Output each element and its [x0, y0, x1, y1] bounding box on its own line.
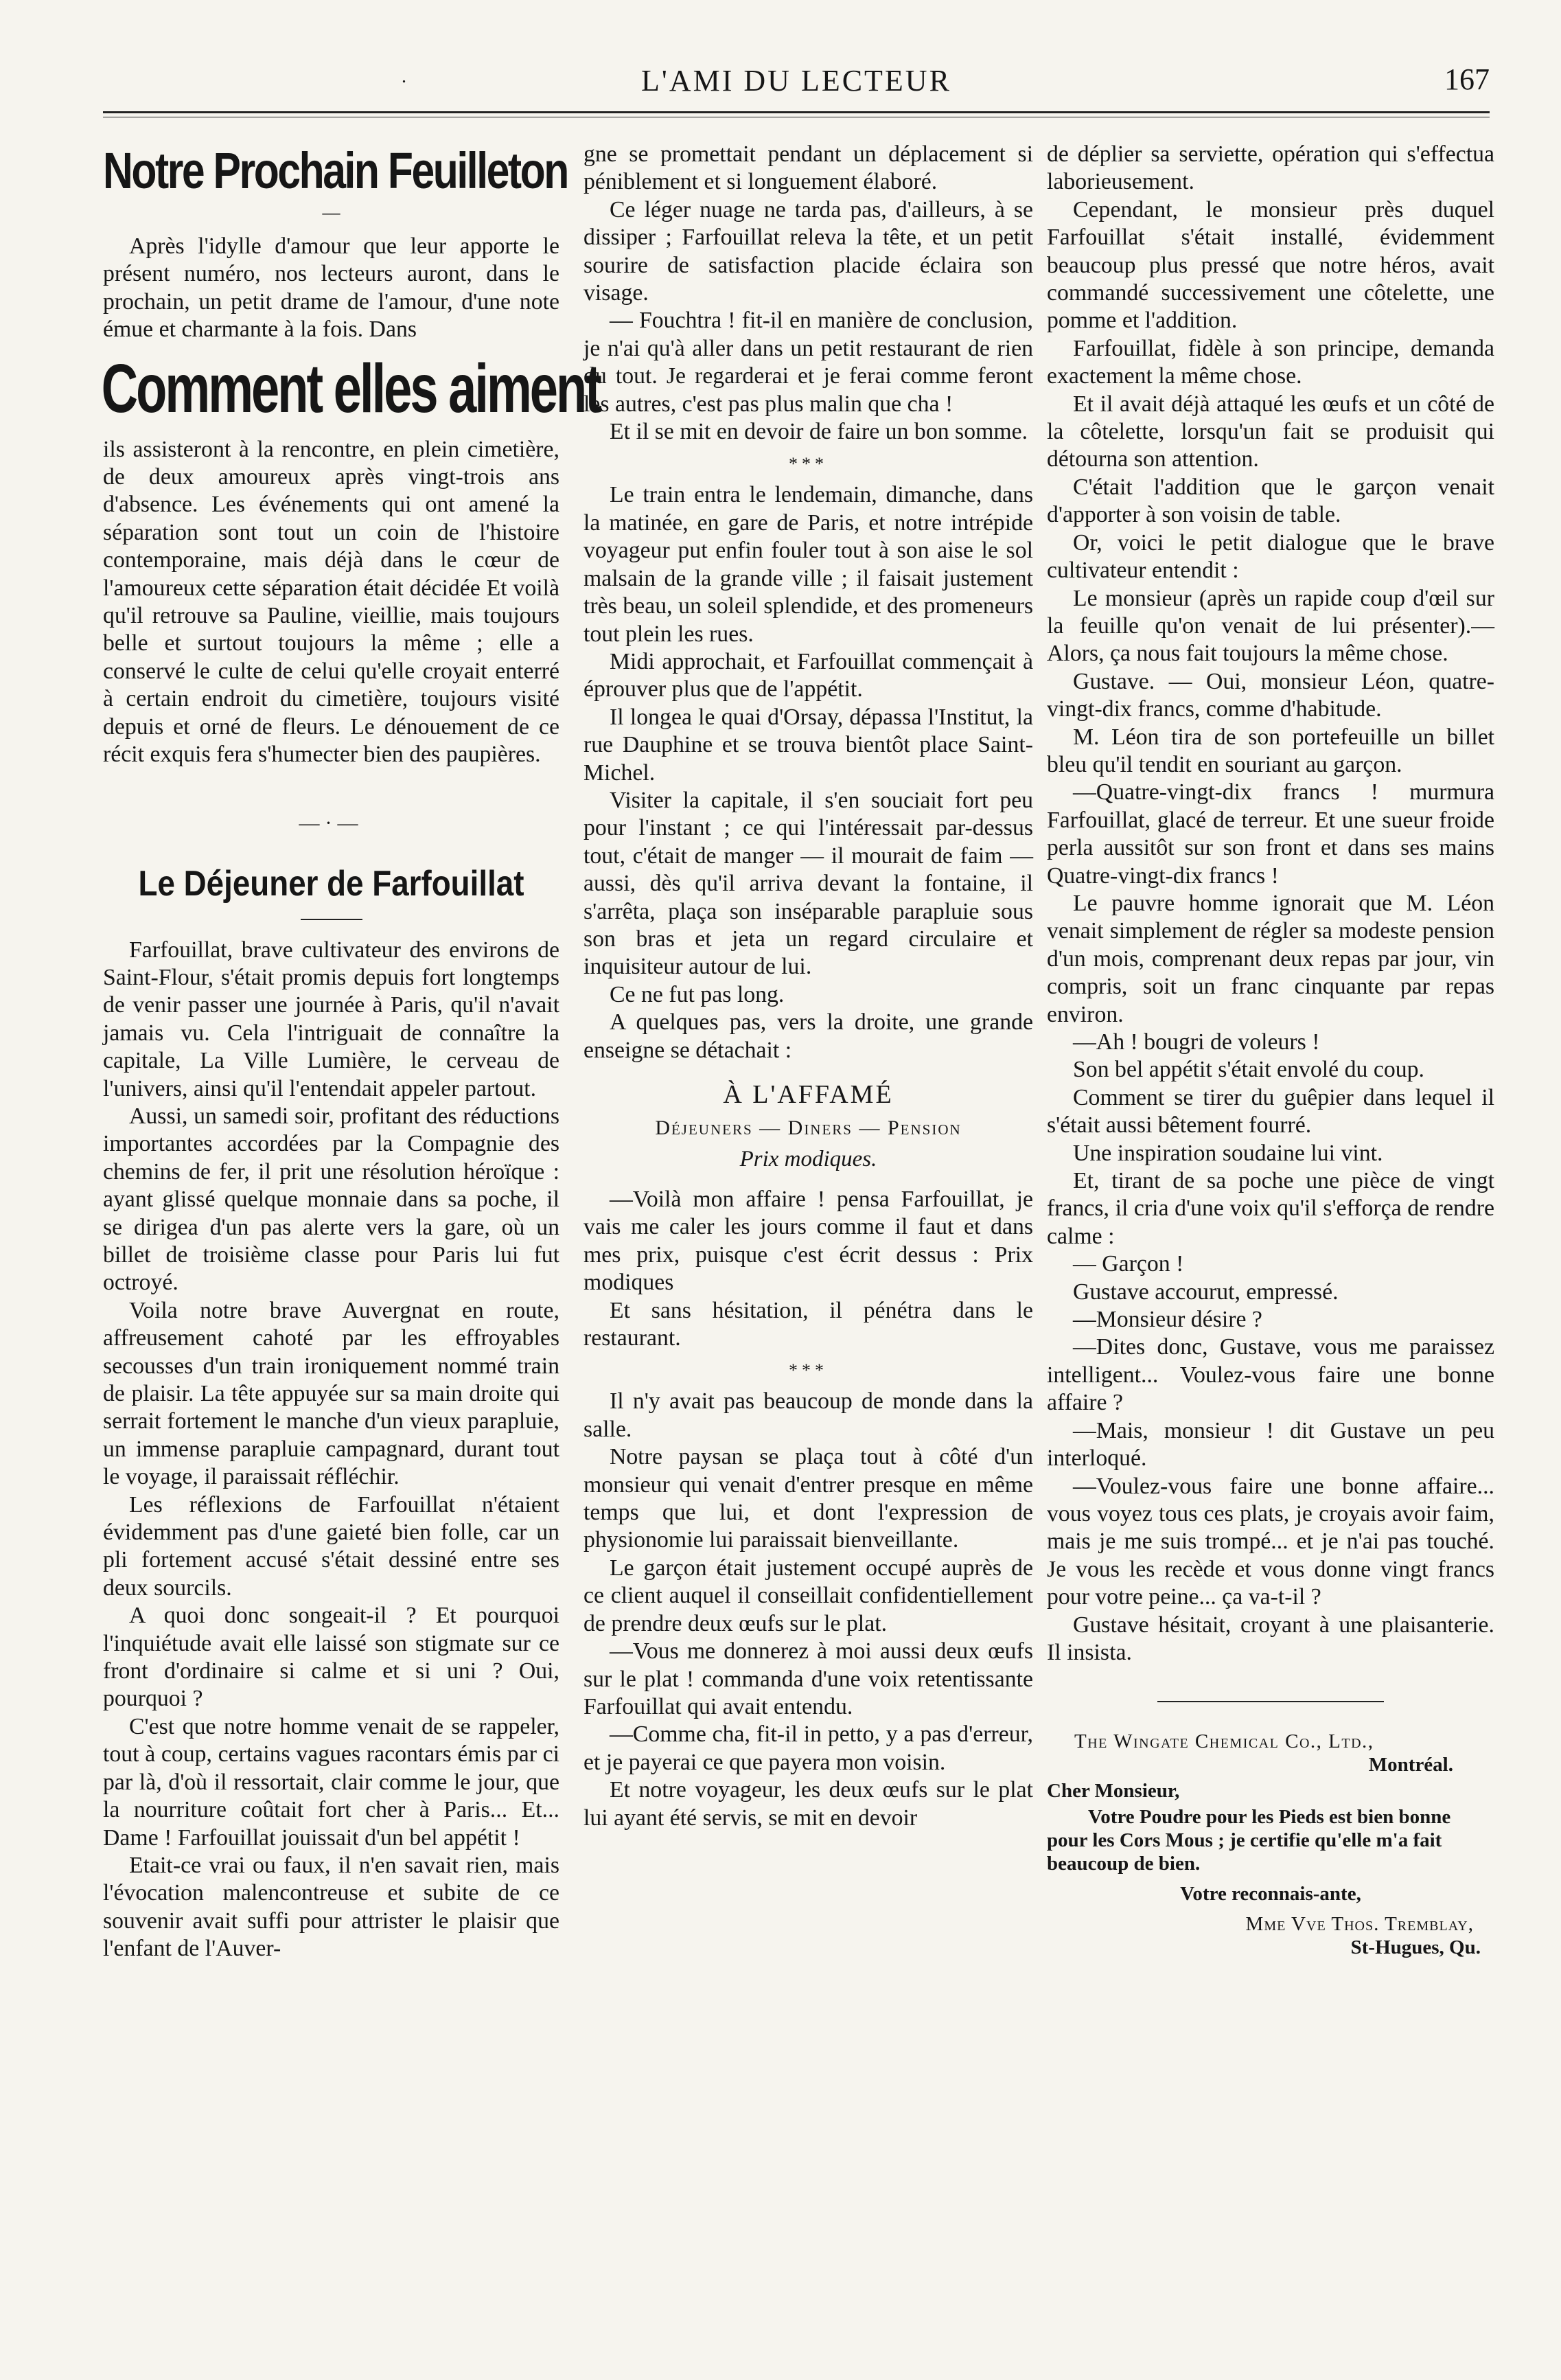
paragraph: C'était l'addition que le garçon venait d'apporter à son voisin de table. — [1047, 474, 1494, 528]
paragraph: M. Léon tira de son portefeuille un billet bleu qu'il tendit en souriant au garçon. — [1047, 724, 1494, 777]
paragraph: Le pauvre homme ignorait que M. Léon venait simplement de régler sa modeste pension d'un mois, comprenant deux repas par jour, vin compris, soit un franc cinquante par repas environ. — [1047, 890, 1494, 1027]
paragraph: Aussi, un samedi soir, profitant des réductions importantes accordées par la Compagnie des chemins de fer, il prit une résolution héroïque : ayant glissé quelque monnaie dans sa poche, il se dirigea d'un pas alerte vers la gare, où un billet de troisième classe pour Paris lui fut octroyé. — [103, 1103, 559, 1296]
paragraph: Gustave hésitait, croyant à une plaisanterie. Il insista. — [1047, 1612, 1494, 1665]
sign-name: À L'AFFAMÉ — [723, 1080, 894, 1109]
restaurant-sign — [583, 1079, 1033, 1172]
paragraph: Gustave. — Oui, monsieur Léon, quatre-vingt-dix francs, comme d'habitude. — [1047, 668, 1494, 722]
header-rule — [103, 111, 1490, 117]
running-header — [103, 48, 1490, 117]
paragraph: —Voilà mon affaire ! pensa Farfouillat, je vais me caler les jours comme il faut et dans mes prix, puisque c'est écrit dessus : Prix modiques — [583, 1187, 1033, 1296]
paragraph: Ce léger nuage ne tarda pas, d'ailleurs, à se dissiper ; Farfouillat releva la tête, et un petit sourire de satisfaction placide éclaira son visage. — [583, 196, 1033, 306]
paragraph: Et il se mit en devoir de faire un bon somme. — [610, 419, 1028, 445]
paragraph: Farfouillat, brave cultivateur des environs de Saint-Flour, s'était promis depuis fort longtemps de venir passer une journée à Paris, qu'il n'avait jamais vu. Cela l'intriguait de connaître la capitale, La Ville Lumière, le cerveau de l'univers, ainsi qu'il l'entendait appeler partout. — [103, 937, 559, 1101]
paragraph: Le garçon était justement occupé auprès de ce client auquel il conseillait confidentiellement de prendre deux œufs sur le plat. — [583, 1555, 1033, 1636]
ad-closing: Votre reconnais-ante, — [1180, 1883, 1361, 1906]
ad-city: Montréal. — [1368, 1754, 1453, 1776]
ad-rule — [1157, 1701, 1384, 1702]
title-rule — [301, 919, 362, 920]
paragraph: Voila notre brave Auvergnat en route, affreusement cahoté par les effroyables secousses d'un train ironiquement nommé train de plaisir. La tête appuyée sur sa main droite qui serrait fortement le manche d'un vieux parapluie, un immense parapluie campagnard, durant tout le voyage, il paraissait réfléchir. — [103, 1297, 559, 1490]
paragraph: Une inspiration soudaine lui vint. — [1073, 1140, 1383, 1166]
page-number: 167 — [1444, 62, 1490, 96]
section-break-stars: *** — [789, 454, 828, 474]
paragraph: —Voulez-vous faire une bonne affaire... vous voyez tous ces plats, je croyais avoir faim, mais je me suis trompé... et je n'ai pas touché. Je vous les recède et vous donne vingt francs pour votre peine... ça va-t-il ? — [1047, 1473, 1494, 1610]
paragraph: Farfouillat, fidèle à son principe, demanda exactement la même chose. — [1047, 335, 1494, 389]
ornament: — — [322, 203, 340, 222]
section-separator: —·— — [299, 811, 364, 834]
paragraph: —Comme cha, fit-il in petto, y a pas d'erreur, et je payerai ce que payera mon voisin. — [583, 1721, 1033, 1775]
paragraph: Cependant, le monsieur près duquel Farfouillat s'était installé, évidemment beaucoup plus pressé que notre héros, avait commandé successivement une côtelette, une pomme et l'addition. — [1047, 196, 1494, 334]
paragraph: gne se promettait pendant un déplacement si péniblement et si longuement élaboré. — [583, 141, 1033, 195]
paragraph: Le train entra le lendemain, dimanche, dans la matinée, en gare de Paris, et notre intrépide voyageur put enfin fouler tout à son aise le sol malsain de la grande ville ; il faisait justement très beau, un soleil splendide, et des promeneurs tout plein les rues. — [583, 482, 1033, 647]
announcement-title: Notre Prochain Feuilleton — [103, 142, 568, 199]
announcement-body: ils assisteront à la rencontre, en plein cimetière, de deux amoureux après vingt-trois ans d'absence. Les événements qui ont amené la séparation sont tout un coin de l'histoire contemporaine, mais déjà dans le cœur de l'amoureux cette séparation était décidée Et voilà qu'il retrouve sa Pauline, vieillie, mais toujours belle et surtout toujours la même ; elle a conservé le culte de celui qu'elle croyait enterré à certain endroit du cimetière, toujours visité depuis et orné de fleurs. Le dénouement de ce récit exquis fera s'humecter bien des paupières. — [103, 436, 559, 768]
paragraph: Ce ne fut pas long. — [610, 981, 785, 1007]
paragraph: —Vous me donnerez à moi aussi deux œufs sur le plat ! commanda d'une voix retentissante Farfouillat qui avait entendu. — [583, 1638, 1033, 1719]
ad-firm: The Wingate Chemical Co., Ltd., — [1074, 1730, 1374, 1753]
paragraph: Etait-ce vrai ou faux, il n'en savait rien, mais l'évocation malencontreuse et subite de ce souvenir avait suffi pour attrister le plaisir que l'enfant de l'Auver- — [103, 1852, 559, 1962]
paragraph: Et il avait déjà attaqué les œufs et un côté de la côtelette, lorsqu'un fait se produisit qui détourna son attention. — [1047, 391, 1494, 472]
paragraph: —Monsieur désire ? — [1073, 1307, 1262, 1333]
sign-services: Déjeuners — Diners — Pension — [655, 1117, 962, 1139]
paragraph: Or, voici le petit dialogue que le brave cultivateur entendit : — [1047, 529, 1494, 584]
header-dot: . — [402, 66, 406, 87]
paragraph: Comment se tirer du guêpier dans lequel il s'était aussi bêtement fourré. — [1047, 1084, 1494, 1138]
paragraph: Visiter la capitale, il s'en souciait fort peu pour l'instant ; ce qui l'intéressait par-dessus tout, c'était de manger — il mourait de faim — aussi, dès qu'il arriva devant la fontaine, il s'arrêta, plaça son inséparable parapluie sous son bras et jeta un regard circulaire et inquisiteur autour de lui. — [583, 787, 1033, 980]
advertisement — [1047, 1730, 1494, 1959]
column-1 — [101, 141, 600, 1963]
ad-salutation: Cher Monsieur, — [1047, 1780, 1180, 1803]
paragraph: Les réflexions de Farfouillat n'étaient évidemment pas d'une gaieté bien folle, car un pli fortement accusé s'était dessiné entre ses deux sourcils. — [103, 1491, 559, 1601]
column-2 — [583, 141, 1033, 1832]
paragraph: —Mais, monsieur ! dit Gustave un peu interloqué. — [1047, 1417, 1494, 1472]
paragraph: — Garçon ! — [1073, 1251, 1184, 1277]
ad-location: St-Hugues, Qu. — [1350, 1936, 1481, 1959]
paragraph: Il longea le quai d'Orsay, dépassa l'Institut, la rue Dauphine et se trouva bientôt place Saint-Michel. — [583, 704, 1033, 786]
paragraph: Il n'y avait pas beaucoup de monde dans la salle. — [583, 1388, 1033, 1442]
paragraph: A quelques pas, vers la droite, une grande enseigne se détachait : — [583, 1009, 1033, 1063]
paragraph: Son bel appétit s'était envolé du coup. — [1073, 1057, 1424, 1083]
paragraph: Midi approchait, et Farfouillat commençait à éprouver plus que de l'appétit. — [583, 648, 1033, 702]
journal-title: L'AMI DU LECTEUR — [641, 64, 951, 98]
column-3 — [1047, 141, 1494, 1959]
paragraph: Gustave accourut, empressé. — [1073, 1279, 1339, 1305]
sign-prices: Prix modiques. — [739, 1147, 877, 1171]
ad-signature: Mme Vve Thos. Tremblay, — [1245, 1913, 1474, 1936]
story-col1-text — [103, 937, 559, 1963]
serial-title: Comment elles aiment — [101, 350, 600, 427]
ad-body: Votre Poudre pour les Pieds est bien bonne pour les Cors Mous ; je certifie qu'elle m'a fait beaucoup de bien. — [1047, 1806, 1451, 1875]
paragraph: —Ah ! bougri de voleurs ! — [1073, 1029, 1320, 1055]
paragraph: —Quatre-vingt-dix francs ! murmura Farfouillat, glacé de terreur. Et une sueur froide perla aussitôt sur son front et dans ses mains Quatre-vingt-dix francs ! — [1047, 779, 1494, 889]
paragraph: Et, tirant de sa poche une pièce de vingt francs, il cria d'une voix qu'il s'efforça de rendre calme : — [1047, 1168, 1494, 1249]
announcement-intro: Après l'idylle d'amour que leur apporte le présent numéro, nos lecteurs auront, dans le prochain, un petit drame de l'amour, d'une note émue et charmante à la fois. Dans — [103, 233, 559, 343]
paragraph: de déplier sa serviette, opération qui s'effectua laborieusement. — [1047, 141, 1494, 195]
paragraph: —Dites donc, Gustave, vous me paraissez intelligent... Voulez-vous faire une bonne affaire ? — [1047, 1334, 1494, 1416]
paragraph: Et sans hésitation, il pénétra dans le restaurant. — [583, 1297, 1033, 1351]
paragraph: Et notre voyageur, les deux œufs sur le plat lui ayant été servis, se mit en devoir — [583, 1777, 1033, 1831]
paragraph: A quoi donc songeait-il ? Et pourquoi l'inquiétude avait elle laissé son stigmate sur ce front d'ordinaire si calme et si uni ? Oui, pourquoi ? — [103, 1603, 559, 1712]
section-break-stars: *** — [789, 1360, 828, 1381]
paragraph: — Fouchtra ! fit-il en manière de conclusion, je n'ai qu'à aller dans un petit restaurant de rien du tout. Je regarderai et je ferai comme feront les autres, c'est pas plus malin que cha ! — [583, 308, 1033, 417]
paragraph: Notre paysan se plaça tout à côté d'un monsieur qui venait d'entrer presque en même temps que lui, et dont l'expression de physionomie lui paraissait bienveillante. — [583, 1444, 1033, 1553]
paragraph: C'est que notre homme venait de se rappeler, tout à coup, certains vagues racontars émis par ci par là, d'où il ressortait, clair comme le jour, que la nourriture coûtait fort cher à Paris... Et... Dame ! Farfouillat jouissait d'un bel appétit ! — [103, 1713, 559, 1851]
story-title: Le Déjeuner de Farfouillat — [138, 863, 524, 904]
paragraph: Le monsieur (après un rapide coup d'œil sur la feuille qu'on venait de lui présenter).— Alors, ça nous fait toujours la même chose. — [1047, 585, 1494, 667]
